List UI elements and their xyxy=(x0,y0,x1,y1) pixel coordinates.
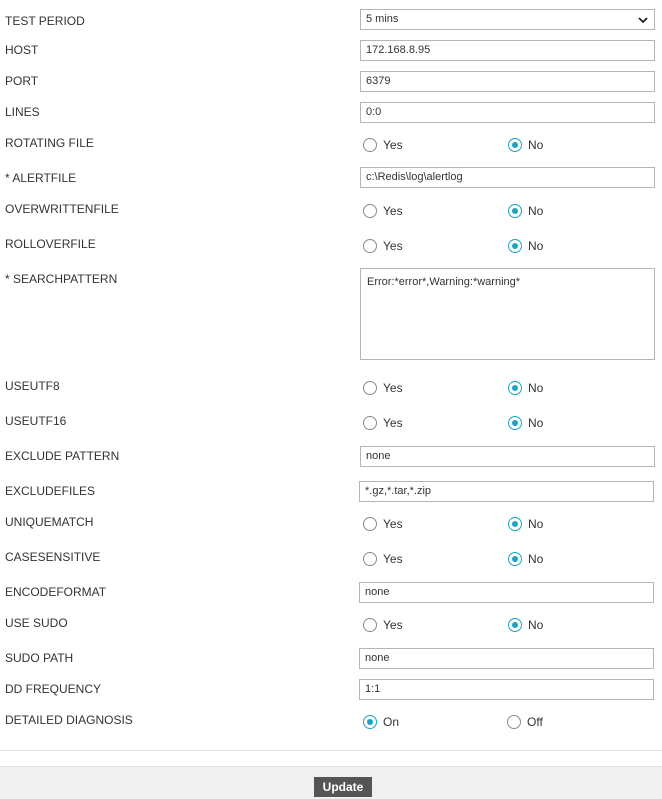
test-period-select[interactable] xyxy=(360,9,655,30)
radio-no-label: No xyxy=(528,552,544,566)
rolloverfile-yes-option[interactable] xyxy=(363,238,403,254)
chevron-down-icon xyxy=(638,15,648,25)
encodeformat-label: ENCODEFORMAT xyxy=(5,585,107,599)
radio-no-label: No xyxy=(528,204,544,218)
radio-yes-label: Yes xyxy=(383,618,403,632)
radio-no[interactable] xyxy=(508,517,522,531)
overwrittenfile-no-option[interactable] xyxy=(508,203,543,219)
dd-frequency-input[interactable]: 1:1 xyxy=(359,679,654,700)
exclude-pattern-label: EXCLUDE PATTERN xyxy=(5,449,120,463)
rotating-file-no-option[interactable] xyxy=(508,137,543,153)
rolloverfile-label: ROLLOVERFILE xyxy=(5,237,96,251)
radio-no-label: No xyxy=(528,416,544,430)
form-footer xyxy=(0,766,662,799)
overwrittenfile-yes-option[interactable] xyxy=(363,203,403,219)
dd-frequency-label: DD FREQUENCY xyxy=(5,682,102,696)
radio-yes[interactable] xyxy=(363,138,377,152)
radio-off-label: Off xyxy=(527,715,543,729)
host-label: HOST xyxy=(5,43,39,57)
radio-no-label: No xyxy=(528,381,544,395)
useutf16-yes-option[interactable] xyxy=(363,415,403,431)
radio-yes[interactable] xyxy=(363,204,377,218)
lines-label: LINES xyxy=(5,105,40,119)
casesensitive-label: CASESENSITIVE xyxy=(5,550,101,564)
use-sudo-label: USE SUDO xyxy=(5,616,68,630)
radio-yes-label: Yes xyxy=(383,381,403,395)
radio-no-label: No xyxy=(528,517,544,531)
use-sudo-yes-option[interactable] xyxy=(363,617,403,633)
radio-yes[interactable] xyxy=(363,381,377,395)
radio-off[interactable] xyxy=(507,715,521,729)
test-period-label: TEST PERIOD xyxy=(5,14,85,28)
radio-yes-label: Yes xyxy=(383,517,403,531)
rotating-file-label: ROTATING FILE xyxy=(5,136,94,150)
sudo-path-input[interactable]: none xyxy=(359,648,654,669)
casesensitive-yes-option[interactable] xyxy=(363,551,403,567)
use-sudo-no-option[interactable] xyxy=(508,617,543,633)
radio-no[interactable] xyxy=(508,381,522,395)
radio-on-label: On xyxy=(383,715,400,729)
radio-yes-label: Yes xyxy=(383,138,403,152)
rotating-file-yes-option[interactable] xyxy=(363,137,403,153)
radio-yes[interactable] xyxy=(363,552,377,566)
overwrittenfile-label: OVERWRITTENFILE xyxy=(5,202,119,216)
radio-yes[interactable] xyxy=(363,517,377,531)
radio-no[interactable] xyxy=(508,552,522,566)
detailed-diagnosis-off-option[interactable] xyxy=(507,714,543,730)
radio-yes-label: Yes xyxy=(383,239,403,253)
excludefiles-input[interactable]: *.gz,*.tar,*.zip xyxy=(359,481,654,502)
radio-yes[interactable] xyxy=(363,239,377,253)
radio-yes-label: Yes xyxy=(383,552,403,566)
uniquematch-yes-option[interactable] xyxy=(363,516,403,532)
casesensitive-no-option[interactable] xyxy=(508,551,543,567)
uniquematch-label: UNIQUEMATCH xyxy=(5,515,94,529)
radio-no[interactable] xyxy=(508,138,522,152)
radio-no-label: No xyxy=(528,138,544,152)
port-input[interactable]: 6379 xyxy=(360,71,655,92)
encodeformat-input[interactable]: none xyxy=(359,582,654,603)
radio-no[interactable] xyxy=(508,416,522,430)
useutf8-yes-option[interactable] xyxy=(363,380,403,396)
radio-no-label: No xyxy=(528,239,544,253)
radio-no[interactable] xyxy=(508,204,522,218)
radio-no-label: No xyxy=(528,618,544,632)
radio-no[interactable] xyxy=(508,239,522,253)
test-period-value: 5 mins xyxy=(366,13,399,25)
host-input[interactable]: 172.168.8.95 xyxy=(360,40,655,61)
detailed-diagnosis-on-option[interactable] xyxy=(363,714,399,730)
radio-yes[interactable] xyxy=(363,618,377,632)
searchpattern-label: * SEARCHPATTERN xyxy=(5,272,118,286)
radio-on[interactable] xyxy=(363,715,377,729)
lines-input[interactable]: 0:0 xyxy=(360,102,655,123)
useutf16-label: USEUTF16 xyxy=(5,414,67,428)
update-button[interactable]: Update xyxy=(314,777,372,797)
rolloverfile-no-option[interactable] xyxy=(508,238,543,254)
searchpattern-textarea[interactable]: Error:*error*,Warning:*warning* xyxy=(360,268,655,360)
alertfile-input[interactable]: c:\Redis\log\alertlog xyxy=(360,167,655,188)
excludefiles-label: EXCLUDEFILES xyxy=(5,484,96,498)
useutf8-label: USEUTF8 xyxy=(5,379,60,393)
uniquematch-no-option[interactable] xyxy=(508,516,543,532)
radio-yes[interactable] xyxy=(363,416,377,430)
alertfile-label: * ALERTFILE xyxy=(5,171,77,185)
useutf16-no-option[interactable] xyxy=(508,415,543,431)
useutf8-no-option[interactable] xyxy=(508,380,543,396)
form-divider xyxy=(0,750,662,751)
exclude-pattern-input[interactable]: none xyxy=(360,446,655,467)
radio-yes-label: Yes xyxy=(383,204,403,218)
radio-no[interactable] xyxy=(508,618,522,632)
detailed-diagnosis-label: DETAILED DIAGNOSIS xyxy=(5,713,133,727)
port-label: PORT xyxy=(5,74,39,88)
radio-yes-label: Yes xyxy=(383,416,403,430)
sudo-path-label: SUDO PATH xyxy=(5,651,74,665)
